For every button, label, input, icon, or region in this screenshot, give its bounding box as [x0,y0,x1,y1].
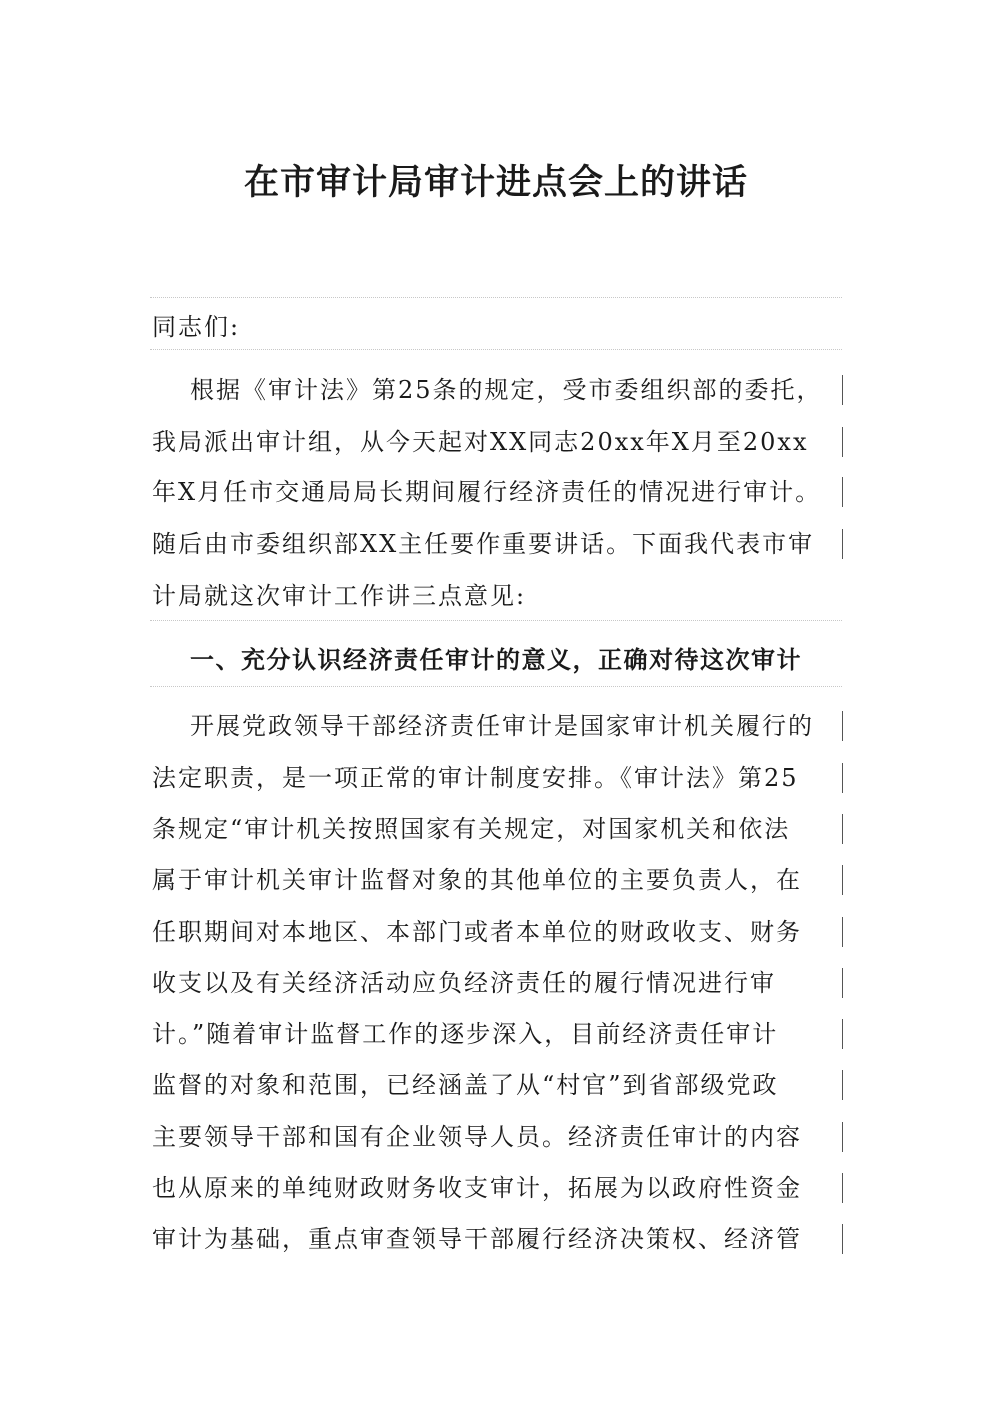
paragraph-line: 我局派出审计组，从今天起对XX同志20xx年X月至20xx [152,428,809,456]
margin-mark [842,477,843,507]
margin-mark [842,814,843,844]
divider-rule [150,349,842,350]
divider-rule [150,686,842,687]
paragraph-line: 计。”随着审计监督工作的逐步深入，目前经济责任审计 [152,1020,779,1048]
salutation: 同志们: [152,313,241,341]
paragraph-line: 法定职责，是一项正常的审计制度安排。《审计法》第25 [152,764,799,792]
margin-mark [842,1224,843,1254]
paragraph-line: 年X月任市交通局局长期间履行经济责任的情况进行审计。 [152,478,822,506]
paragraph-line: 也从原来的单纯财政财务收支审计，拓展为以政府性资金 [152,1174,802,1202]
paragraph-line: 收支以及有关经济活动应负经济责任的履行情况进行审 [152,969,776,997]
margin-mark [842,865,843,895]
margin-mark [842,711,843,741]
margin-mark [842,1122,843,1152]
paragraph-line: 条规定“审计机关按照国家有关规定，对国家机关和依法 [152,815,791,843]
paragraph-line: 主要领导干部和国有企业领导人员。经济责任审计的内容 [152,1123,802,1151]
paragraph-line: 任职期间对本地区、本部门或者本单位的财政收支、财务 [152,918,802,946]
section-heading: 一、充分认识经济责任审计的意义，正确对待这次审计 [190,645,802,674]
paragraph-line: 属于审计机关审计监督对象的其他单位的主要负责人，在 [152,866,802,894]
divider-rule [150,297,842,298]
margin-mark [842,529,843,559]
paragraph-line: 审计为基础，重点审查领导干部履行经济决策权、经济管 [152,1225,802,1253]
margin-mark [842,763,843,793]
margin-mark [842,1019,843,1049]
margin-mark [842,427,843,457]
margin-mark [842,917,843,947]
paragraph-line: 计局就这次审计工作讲三点意见: [152,582,527,610]
paragraph-line: 监督的对象和范围，已经涵盖了从“村官”到省部级党政 [152,1071,779,1099]
margin-mark [842,375,843,405]
margin-mark [842,1173,843,1203]
margin-mark [842,1070,843,1100]
paragraph-line: 根据《审计法》第25条的规定，受市委组织部的委托， [190,376,823,404]
paragraph-line: 随后由市委组织部XX主任要作重要讲话。下面我代表市审 [152,530,815,558]
margin-mark [842,968,843,998]
divider-rule [150,620,842,621]
document-title: 在市审计局审计进点会上的讲话 [243,162,748,203]
paragraph-line: 开展党政领导干部经济责任审计是国家审计机关履行的 [190,712,814,740]
